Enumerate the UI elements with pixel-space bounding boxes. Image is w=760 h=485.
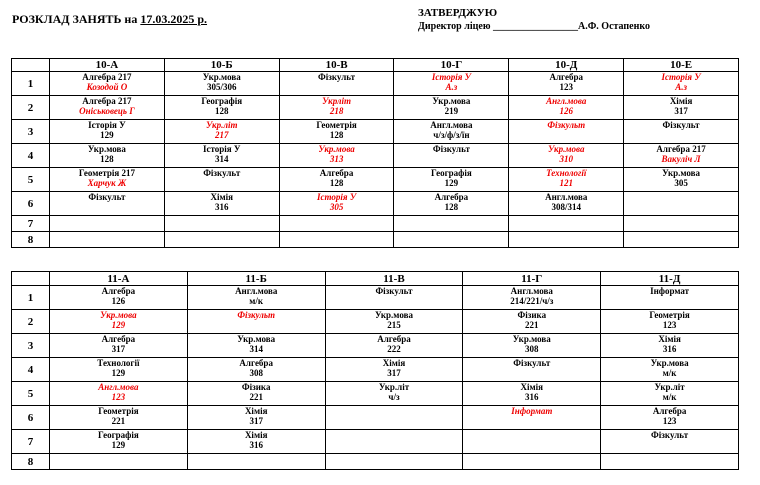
lesson-cell: [279, 72, 394, 96]
lesson-cell: [601, 430, 739, 454]
lesson-cell: [187, 334, 325, 358]
lesson-cell: [187, 430, 325, 454]
subject-text: Хімія: [658, 334, 681, 344]
subject-text: Історія У: [431, 72, 471, 82]
subject-text: Історія У: [317, 192, 357, 202]
lesson-cell: [509, 144, 624, 168]
lesson-cell: [463, 406, 601, 430]
lesson-cell: [325, 286, 463, 310]
subject-text: Історія У: [202, 144, 241, 154]
table-row: [12, 144, 739, 168]
table-row: [12, 96, 739, 120]
room-or-teacher-text: Козодой О: [86, 82, 128, 92]
subject-text: Історія У: [661, 72, 701, 82]
table-row: [12, 430, 739, 454]
table-row: [12, 334, 739, 358]
room-or-teacher-text: Вакуліч Л: [661, 154, 701, 164]
lesson-number: 5: [12, 168, 50, 192]
lesson-cell: [279, 232, 394, 248]
subject-text: Укр.мова: [87, 144, 126, 154]
subject-text: Географія: [98, 430, 139, 440]
room-or-teacher-text: 129: [111, 368, 126, 378]
room-or-teacher-text: ч/з/ф/з/їн: [433, 130, 470, 140]
room-or-teacher-text: 219: [444, 106, 459, 116]
room-or-teacher-text: 123: [559, 82, 573, 92]
room-or-teacher-text: 317: [387, 368, 401, 378]
lesson-cell: [164, 216, 279, 232]
room-or-teacher-text: 308: [525, 344, 539, 354]
lesson-cell: [50, 144, 165, 168]
lesson-cell: [50, 454, 188, 470]
subject-text: Алгебра 217: [656, 144, 706, 154]
lesson-cell: [624, 120, 739, 144]
lesson-cell: [325, 382, 463, 406]
room-or-teacher-text: 128: [329, 130, 344, 140]
approval-block: [418, 7, 650, 33]
lesson-number: 2: [12, 310, 50, 334]
lesson-cell: [624, 144, 739, 168]
room-or-teacher-text: 217: [214, 130, 229, 140]
subject-text: Укр.мова: [650, 358, 689, 368]
lesson-cell: [394, 232, 509, 248]
lesson-cell: [624, 96, 739, 120]
lesson-cell: [325, 334, 463, 358]
room-or-teacher-text: 310: [559, 154, 573, 164]
room-or-teacher-text: Харчук Ж: [87, 178, 127, 188]
subject-text: Хімія: [244, 430, 268, 440]
room-or-teacher-text: 221: [525, 320, 539, 330]
subject-text: Англ.мова: [430, 120, 473, 130]
subject-text: Інформат: [511, 406, 553, 416]
lesson-cell: [50, 286, 188, 310]
lesson-number: 2: [12, 96, 50, 120]
lesson-number: 8: [12, 232, 50, 248]
lesson-cell: [394, 192, 509, 216]
subject-text: Фізкульт: [237, 310, 276, 320]
lesson-cell: [463, 430, 601, 454]
table-row: [12, 72, 739, 96]
subject-text: Геометрія 217: [78, 168, 135, 178]
subject-text: Укр.мова: [375, 310, 413, 320]
table-row: [12, 310, 739, 334]
room-or-teacher-text: 123: [111, 392, 126, 402]
room-or-teacher-text: м/к: [662, 368, 677, 378]
subject-text: Укр.мова: [100, 310, 137, 320]
lesson-cell: [187, 310, 325, 334]
table-row: [12, 406, 739, 430]
class-header: 10-Е: [624, 59, 739, 72]
subject-text: Фізкульт: [651, 430, 689, 440]
lesson-cell: [50, 334, 188, 358]
lesson-cell: [463, 382, 601, 406]
lesson-number: 6: [12, 192, 50, 216]
schedule-title: [12, 12, 207, 27]
lesson-cell: [509, 120, 624, 144]
room-or-teacher-text: 314: [214, 154, 229, 164]
subject-text: Укр.мова: [237, 334, 276, 344]
table-row: [12, 358, 739, 382]
subject-text: Укр.літ: [654, 382, 685, 392]
lesson-cell: [50, 358, 188, 382]
lesson-cell: [50, 96, 165, 120]
lesson-number: 8: [12, 454, 50, 470]
room-or-teacher-text: 128: [444, 202, 459, 212]
lesson-cell: [279, 192, 394, 216]
room-or-teacher-text: 128: [100, 154, 114, 164]
subject-text: Алгебра: [101, 286, 136, 296]
lesson-cell: [509, 96, 624, 120]
lesson-cell: [50, 216, 165, 232]
subject-text: Історія У: [88, 120, 126, 130]
subject-text: Інформат: [650, 286, 690, 296]
room-or-teacher-text: 126: [559, 106, 573, 116]
subject-text: Хімія: [244, 406, 268, 416]
room-or-teacher-text: 305: [674, 178, 688, 188]
room-or-teacher-text: 316: [662, 344, 677, 354]
lesson-cell: [164, 72, 279, 96]
lesson-cell: [463, 358, 601, 382]
lesson-cell: [50, 192, 165, 216]
subject-text: Англ.мова: [235, 286, 278, 296]
table-row: [12, 216, 739, 232]
subject-text: Алгебра 217: [82, 72, 132, 82]
subject-text: Алгебра: [434, 192, 469, 202]
lesson-cell: [279, 96, 394, 120]
subject-text: Укр.мова: [512, 334, 551, 344]
room-or-teacher-text: 221: [249, 392, 263, 402]
lesson-cell: [624, 232, 739, 248]
subject-text: Укр.мова: [318, 144, 355, 154]
title-prefix: РОЗКЛАД ЗАНЯТЬ на: [12, 12, 141, 26]
subject-text: Фізкульт: [88, 192, 126, 202]
lesson-cell: [187, 358, 325, 382]
room-or-teacher-text: 317: [249, 416, 263, 426]
lesson-cell: [624, 192, 739, 216]
subject-text: Фізкульт: [662, 120, 700, 130]
lesson-cell: [325, 430, 463, 454]
lesson-cell: [325, 406, 463, 430]
subject-text: Алгебра: [239, 358, 273, 368]
room-or-teacher-text: 128: [214, 106, 229, 116]
subject-text: Алгебра 217: [82, 96, 132, 106]
class-header: 11-Д: [601, 272, 739, 286]
subject-text: Укрліт: [322, 96, 352, 106]
class-header: 10-Б: [164, 59, 279, 72]
subject-text: Технології: [97, 358, 140, 368]
subject-text: Фізкульт: [203, 168, 241, 178]
subject-text: Хімія: [520, 382, 544, 392]
room-or-teacher-text: 308/314: [551, 202, 581, 212]
lesson-cell: [624, 216, 739, 232]
room-or-teacher-text: ч/з: [388, 392, 400, 402]
subject-text: Фізкульт: [375, 286, 413, 296]
lesson-cell: [279, 120, 394, 144]
class-header: 10-В: [279, 59, 394, 72]
room-or-teacher-text: 129: [111, 320, 126, 330]
lesson-cell: [325, 310, 463, 334]
lesson-cell: [50, 430, 188, 454]
subject-text: Фізика: [517, 310, 547, 320]
grade-10-schedule-table: [11, 58, 739, 248]
table-row: [12, 192, 739, 216]
lesson-cell: [50, 406, 188, 430]
lesson-cell: [601, 454, 739, 470]
lesson-cell: [164, 168, 279, 192]
subject-text: Укр.мова: [202, 72, 241, 82]
lesson-cell: [50, 120, 165, 144]
lesson-cell: [394, 144, 509, 168]
subject-text: Англ.мова: [546, 96, 587, 106]
lesson-cell: [509, 192, 624, 216]
subject-text: Укр.літ: [206, 120, 238, 130]
lesson-cell: [601, 310, 739, 334]
lesson-number: 7: [12, 430, 50, 454]
room-or-teacher-text: 316: [214, 202, 229, 212]
room-or-teacher-text: 126: [111, 296, 126, 306]
lesson-cell: [463, 286, 601, 310]
lesson-cell: [279, 216, 394, 232]
subject-text: Фізкульт: [547, 120, 586, 130]
lesson-cell: [601, 358, 739, 382]
lesson-number-header: [12, 59, 50, 72]
class-header: 11-Г: [463, 272, 601, 286]
lesson-cell: [325, 454, 463, 470]
room-or-teacher-text: 316: [249, 440, 263, 450]
room-or-teacher-text: 305/306: [206, 82, 237, 92]
lesson-cell: [509, 72, 624, 96]
lesson-cell: [624, 72, 739, 96]
subject-text: Укр.літ: [378, 382, 410, 392]
lesson-cell: [279, 168, 394, 192]
table-header-row: [12, 272, 739, 286]
subject-text: Алгебра: [101, 334, 136, 344]
lesson-cell: [187, 286, 325, 310]
lesson-cell: [325, 358, 463, 382]
lesson-number: 1: [12, 286, 50, 310]
class-header: 11-В: [325, 272, 463, 286]
subject-text: Укр.мова: [432, 96, 471, 106]
room-or-teacher-text: А.з: [445, 82, 458, 92]
room-or-teacher-text: 123: [662, 416, 677, 426]
subject-text: Географія: [431, 168, 472, 178]
room-or-teacher-text: А.з: [675, 82, 687, 92]
table-header-row: [12, 59, 739, 72]
room-or-teacher-text: 215: [387, 320, 401, 330]
table-row: [12, 232, 739, 248]
lesson-cell: [624, 168, 739, 192]
class-header: 11-А: [50, 272, 188, 286]
subject-text: Фізкульт: [432, 144, 470, 154]
room-or-teacher-text: 129: [444, 178, 459, 188]
room-or-teacher-text: 121: [559, 178, 573, 188]
subject-text: Англ.мова: [510, 286, 553, 296]
lesson-cell: [394, 168, 509, 192]
table-row: [12, 454, 739, 470]
lesson-cell: [463, 310, 601, 334]
subject-text: Укр.мова: [662, 168, 701, 178]
room-or-teacher-text: 316: [525, 392, 539, 402]
lesson-cell: [509, 168, 624, 192]
subject-text: Алгебра: [652, 406, 687, 416]
lesson-number: 3: [12, 120, 50, 144]
lesson-cell: [187, 454, 325, 470]
subject-text: Алгебра: [377, 334, 411, 344]
schedule-date: 17.03.2025 р.: [140, 12, 208, 26]
room-or-teacher-text: 308: [249, 368, 263, 378]
room-or-teacher-text: 305: [329, 202, 344, 212]
lesson-number: 6: [12, 406, 50, 430]
subject-text: Англ.мова: [545, 192, 588, 202]
lesson-cell: [164, 120, 279, 144]
lesson-cell: [601, 406, 739, 430]
subject-text: Укр.мова: [547, 144, 585, 154]
lesson-number: 4: [12, 144, 50, 168]
room-or-teacher-text: 317: [111, 344, 126, 354]
lesson-cell: [187, 382, 325, 406]
lesson-cell: [164, 96, 279, 120]
room-or-teacher-text: 222: [387, 344, 401, 354]
class-header: 10-Д: [509, 59, 624, 72]
room-or-teacher-text: 128: [329, 178, 344, 188]
lesson-cell: [394, 72, 509, 96]
room-or-teacher-text: Оніськовець Г: [79, 106, 135, 116]
room-or-teacher-text: 214/221/ч/з: [510, 296, 554, 306]
subject-text: Хімія: [669, 96, 693, 106]
table-row: [12, 382, 739, 406]
subject-text: Географія: [201, 96, 243, 106]
room-or-teacher-text: м/к: [662, 392, 677, 402]
lesson-cell: [394, 216, 509, 232]
lesson-cell: [50, 72, 165, 96]
lesson-number: 4: [12, 358, 50, 382]
lesson-cell: [394, 96, 509, 120]
lesson-cell: [509, 232, 624, 248]
lesson-number: 1: [12, 72, 50, 96]
subject-text: Хімія: [210, 192, 233, 202]
subject-text: Хімія: [382, 358, 406, 368]
class-header: 10-Г: [394, 59, 509, 72]
subject-text: Фізкульт: [318, 72, 356, 82]
lesson-cell: [601, 382, 739, 406]
table-row: [12, 286, 739, 310]
lesson-cell: [164, 192, 279, 216]
lesson-cell: [601, 334, 739, 358]
room-or-teacher-text: 314: [249, 344, 263, 354]
lesson-number: 3: [12, 334, 50, 358]
lesson-cell: [279, 144, 394, 168]
lesson-cell: [463, 454, 601, 470]
subject-text: Алгебра: [549, 72, 583, 82]
room-or-teacher-text: 129: [100, 130, 114, 140]
subject-text: Фізкульт: [513, 358, 551, 368]
table-row: [12, 168, 739, 192]
room-or-teacher-text: 123: [662, 320, 677, 330]
room-or-teacher-text: м/к: [249, 296, 264, 306]
subject-text: Алгебра: [319, 168, 354, 178]
lesson-cell: [50, 232, 165, 248]
subject-text: Геометрія: [316, 120, 357, 130]
lesson-cell: [50, 382, 188, 406]
subject-text: Англ.мова: [98, 382, 139, 392]
lesson-cell: [463, 334, 601, 358]
lesson-cell: [50, 168, 165, 192]
subject-text: Технології: [546, 168, 587, 178]
grade-11-schedule-table: [11, 271, 739, 470]
lesson-cell: [394, 120, 509, 144]
approve-label: ЗАТВЕРДЖУЮ: [418, 7, 498, 19]
lesson-number-header: [12, 272, 50, 286]
lesson-cell: [164, 232, 279, 248]
lesson-cell: [601, 286, 739, 310]
room-or-teacher-text: 129: [111, 440, 126, 450]
lesson-cell: [509, 216, 624, 232]
room-or-teacher-text: 317: [674, 106, 688, 116]
lesson-cell: [50, 310, 188, 334]
table-row: [12, 120, 739, 144]
director-line: Директор ліцею _________________А.Ф. Остапенко: [418, 21, 650, 32]
room-or-teacher-text: 313: [329, 154, 344, 164]
subject-text: Геометрія: [98, 406, 139, 416]
lesson-cell: [187, 406, 325, 430]
lesson-number: 5: [12, 382, 50, 406]
subject-text: Фізика: [241, 382, 271, 392]
lesson-number: 7: [12, 216, 50, 232]
class-header: 10-А: [50, 59, 165, 72]
lesson-cell: [164, 144, 279, 168]
room-or-teacher-text: 218: [329, 106, 344, 116]
subject-text: Геометрія: [649, 310, 690, 320]
class-header: 11-Б: [187, 272, 325, 286]
room-or-teacher-text: 221: [111, 416, 126, 426]
